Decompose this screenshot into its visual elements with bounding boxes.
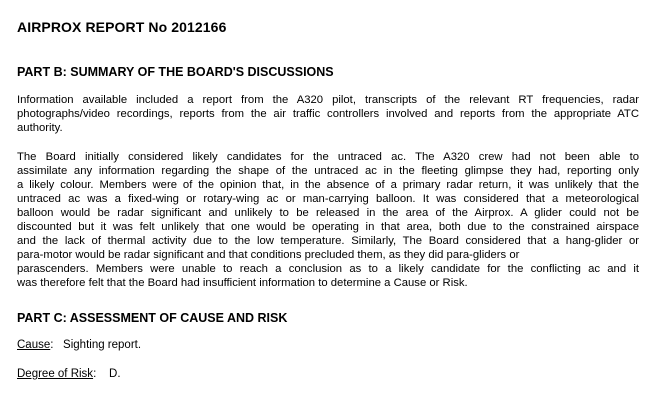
cause-field bbox=[17, 339, 141, 351]
paragraph-line: assimilate any information regarding the shape of the untraced ac in the fleeting glimpse they had, reporting only bbox=[17, 165, 639, 177]
paragraph-line: untraced ac was a fixed-wing or rotary-wing ac or man-carrying balloon. It was considered that a meteorological bbox=[17, 193, 639, 205]
risk-label: Degree of Risk bbox=[17, 368, 94, 380]
paragraph-line: parascenders. Members were unable to reach a conclusion as to a likely candidate for the conflicting ac and it bbox=[17, 263, 639, 275]
paragraph-line: photographs/video recordings, reports from the air traffic controllers involved and reports from the appropriate ATC bbox=[17, 108, 639, 120]
risk-field bbox=[17, 368, 121, 380]
part-c-heading: PART C: ASSESSMENT OF CAUSE AND RISK bbox=[17, 311, 288, 325]
paragraph-line: a likely colour. Members were of the opinion that, in the absence of a primary radar return, it was unlikely that the bbox=[17, 179, 639, 191]
paragraph-line: and the lack of thermal activity due to the low temperature. Similarly, The Board considered that a hang-glider or bbox=[17, 235, 639, 247]
paragraph-line: balloon would be radar significant and unlikely to be released in the area of the Airprox. A glider could not be bbox=[17, 207, 639, 219]
risk-value: D. bbox=[109, 368, 121, 380]
part-b-paragraph-1 bbox=[17, 93, 639, 135]
cause-label: Cause bbox=[17, 339, 51, 351]
paragraph-line: para-motor would be radar significant and that conditions precluded them, as they did para-gliders or bbox=[17, 249, 520, 261]
report-title: AIRPROX REPORT No 2012166 bbox=[17, 19, 227, 35]
cause-colon: : bbox=[50, 339, 54, 351]
paragraph-line: was therefore felt that the Board had insufficient information to determine a Cause or Risk. bbox=[17, 277, 468, 289]
risk-colon: : bbox=[93, 368, 97, 380]
part-b-paragraph-2 bbox=[17, 150, 639, 290]
paragraph-line: authority. bbox=[17, 122, 63, 134]
cause-value: Sighting report. bbox=[63, 339, 142, 351]
paragraph-line: discounted but it was felt unlikely that one would be operating in that area, both due to the constrained airspace bbox=[17, 221, 639, 233]
paragraph-line: The Board initially considered likely candidates for the untraced ac. The A320 crew had not been able to bbox=[17, 151, 639, 163]
part-b-heading: PART B: SUMMARY OF THE BOARD'S DISCUSSIONS bbox=[17, 65, 334, 79]
paragraph-line: Information available included a report from the A320 pilot, transcripts of the relevant RT frequencies, radar bbox=[17, 94, 639, 106]
